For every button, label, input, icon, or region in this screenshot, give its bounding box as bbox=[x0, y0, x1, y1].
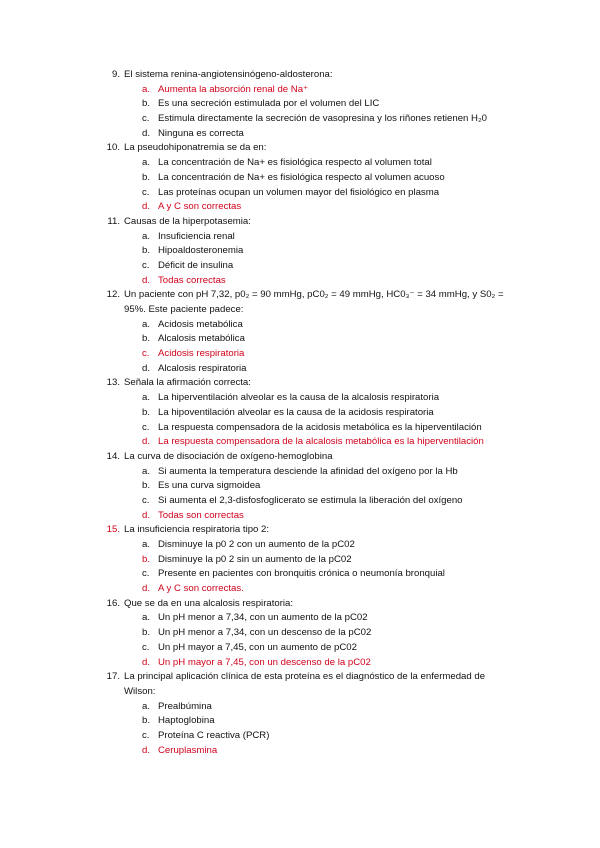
answer-option bbox=[0, 538, 600, 553]
option-text: Ceruplasmina bbox=[158, 744, 218, 756]
question-stem bbox=[0, 68, 600, 83]
answer-option bbox=[0, 391, 600, 406]
question-text: La principal aplicación clínica de esta proteína es el diagnóstico de la enfermedad de Wilson: bbox=[124, 671, 486, 697]
question-16 bbox=[0, 597, 600, 670]
option-letter: c. bbox=[142, 259, 150, 271]
option-text: Hipoaldosteronemia bbox=[158, 245, 244, 257]
option-text: Si aumenta la temperatura desciende la afinidad del oxígeno por la Hb bbox=[158, 465, 458, 477]
option-text: Presente en pacientes con bronquitis crónica o neumonía bronquial bbox=[158, 568, 445, 580]
option-letter: d. bbox=[142, 201, 151, 213]
answer-option bbox=[0, 700, 600, 715]
option-letter: d. bbox=[142, 509, 151, 521]
answer-option bbox=[0, 611, 600, 626]
option-letter: b. bbox=[142, 333, 151, 345]
option-text: Disminuye la p0 2 sin un aumento de la pC02 bbox=[158, 553, 352, 565]
option-letter: c. bbox=[142, 421, 150, 433]
option-letter: b. bbox=[142, 245, 151, 257]
option-letter: a. bbox=[142, 465, 151, 477]
answer-option bbox=[0, 641, 600, 656]
option-letter: d. bbox=[142, 127, 151, 139]
option-text: Un pH mayor a 7,45, con un aumento de pC02 bbox=[158, 641, 357, 653]
option-letter: b. bbox=[142, 406, 151, 418]
question-stem bbox=[0, 450, 600, 465]
option-text: Acidosis respiratoria bbox=[158, 348, 245, 360]
document-page bbox=[0, 68, 600, 758]
option-letter: a. bbox=[142, 318, 151, 330]
question-text: Causas de la hiperpotasemia: bbox=[124, 215, 251, 227]
option-letter: c. bbox=[142, 730, 150, 741]
question-number: 12. bbox=[106, 289, 120, 301]
answer-option bbox=[0, 626, 600, 641]
question-11 bbox=[0, 215, 600, 288]
option-text: Acidosis metabólica bbox=[158, 318, 243, 330]
question-14 bbox=[0, 450, 600, 523]
option-text: La hiperventilación alveolar es la causa de la alcalosis respiratoria bbox=[158, 392, 440, 404]
answer-option bbox=[0, 362, 600, 377]
option-text: Un pH menor a 7,34, con un aumento de la pC02 bbox=[158, 612, 368, 624]
option-text: Es una curva sigmoidea bbox=[158, 480, 261, 492]
option-text: A y C son correctas bbox=[158, 201, 242, 213]
question-text: Que se da en una alcalosis respiratoria: bbox=[124, 597, 294, 609]
answer-option bbox=[0, 421, 600, 436]
question-number: 15. bbox=[106, 524, 120, 536]
question-number: 14. bbox=[106, 450, 120, 462]
option-text: Prealbúmina bbox=[158, 700, 212, 712]
question-stem bbox=[0, 141, 600, 156]
option-text: Insuficiencia renal bbox=[158, 230, 235, 242]
question-9 bbox=[0, 68, 600, 141]
answer-option bbox=[0, 479, 600, 494]
question-17 bbox=[0, 670, 600, 758]
option-letter: d. bbox=[142, 583, 151, 595]
answer-option bbox=[0, 567, 600, 582]
option-text: Haptoglobina bbox=[158, 715, 215, 727]
question-text: Un paciente con pH 7,32, p0₂ = 90 mmHg, pC0₂ = 49 mmHg, HC0₃⁻ = 34 mmHg, y S0₂ = 95%. Este paciente padece: bbox=[124, 289, 504, 316]
option-text: Todas son correctas bbox=[158, 509, 244, 521]
option-text: Un pH mayor a 7,45, con un descenso de la pC02 bbox=[158, 656, 371, 668]
option-text: Proteína C reactiva (PCR) bbox=[158, 730, 270, 741]
answer-option bbox=[0, 406, 600, 421]
option-letter: d. bbox=[142, 274, 151, 286]
answer-option bbox=[0, 714, 600, 729]
option-letter: d. bbox=[142, 656, 151, 668]
answer-option bbox=[0, 347, 600, 362]
answer-option bbox=[0, 582, 600, 597]
question-15 bbox=[0, 523, 600, 596]
option-text: La respuesta compensadora de la alcalosis metabólica es la hiperventilación bbox=[158, 436, 484, 448]
answer-option bbox=[0, 465, 600, 480]
option-letter: d. bbox=[142, 744, 151, 756]
question-text: El sistema renina-angiotensinógeno-aldosterona: bbox=[124, 69, 333, 80]
option-text: Alcalosis metabólica bbox=[158, 333, 245, 345]
option-letter: c. bbox=[142, 568, 150, 580]
option-letter: b. bbox=[142, 715, 151, 727]
answer-option bbox=[0, 259, 600, 274]
option-text: La concentración de Na+ es fisiológica respecto al volumen total bbox=[158, 157, 432, 169]
question-text: La insuficiencia respiratoria tipo 2: bbox=[124, 524, 270, 536]
question-text: Señala la afirmación correcta: bbox=[124, 377, 251, 389]
answer-option bbox=[0, 332, 600, 347]
option-letter: c. bbox=[142, 186, 150, 198]
option-text: Un pH menor a 7,34, con un descenso de la pC02 bbox=[158, 627, 372, 639]
answer-option bbox=[0, 244, 600, 259]
option-letter: b. bbox=[142, 627, 151, 639]
option-letter: b. bbox=[142, 553, 151, 565]
option-text: Déficit de insulina bbox=[158, 259, 234, 271]
answer-option bbox=[0, 112, 600, 127]
question-stem bbox=[0, 523, 600, 538]
question-number: 17. bbox=[106, 671, 120, 683]
option-letter: b. bbox=[142, 171, 151, 183]
option-letter: b. bbox=[142, 480, 151, 492]
question-12 bbox=[0, 288, 600, 376]
answer-option bbox=[0, 200, 600, 215]
answer-option bbox=[0, 127, 600, 142]
question-stem bbox=[0, 215, 600, 230]
option-text: Disminuye la p0 2 con un aumento de la pC02 bbox=[158, 539, 355, 551]
option-text: La respuesta compensadora de la acidosis metabólica es la hiperventilación bbox=[158, 421, 482, 433]
answer-option bbox=[0, 186, 600, 201]
option-text: Alcalosis respiratoria bbox=[158, 362, 247, 374]
question-stem bbox=[0, 376, 600, 391]
answer-option bbox=[0, 494, 600, 509]
option-letter: d. bbox=[142, 436, 151, 448]
answer-option bbox=[0, 97, 600, 112]
option-text: Ninguna es correcta bbox=[158, 127, 244, 139]
answer-option bbox=[0, 274, 600, 289]
option-text: Aumenta la absorción renal de Na⁺ bbox=[158, 83, 309, 95]
option-letter: a. bbox=[142, 392, 151, 404]
option-text: Estimula directamente la secreción de vasopresina y los riñones retienen H₂0 bbox=[158, 113, 488, 125]
option-text: Las proteínas ocupan un volumen mayor del fisiológico en plasma bbox=[158, 186, 440, 198]
question-stem bbox=[0, 288, 600, 317]
question-text: La pseudohiponatremia se da en: bbox=[124, 142, 267, 154]
option-text: A y C son correctas. bbox=[158, 583, 244, 595]
option-letter: c. bbox=[142, 641, 150, 653]
option-letter: c. bbox=[142, 348, 150, 360]
option-letter: a. bbox=[142, 230, 151, 242]
option-text: La hipoventilación alveolar es la causa de la acidosis respiratoria bbox=[158, 406, 434, 418]
option-letter: a. bbox=[142, 539, 151, 551]
option-text: Todas correctas bbox=[158, 274, 226, 286]
option-letter: a. bbox=[142, 157, 151, 169]
option-text: Es una secreción estimulada por el volumen del LIC bbox=[158, 98, 380, 110]
answer-option bbox=[0, 744, 600, 759]
question-stem bbox=[0, 670, 600, 699]
question-number: 16. bbox=[106, 597, 120, 609]
answer-option bbox=[0, 156, 600, 171]
question-10 bbox=[0, 141, 600, 214]
option-text: Si aumenta el 2,3-disfosfoglicerato se estimula la liberación del oxígeno bbox=[158, 494, 463, 506]
question-number: 9. bbox=[111, 69, 120, 80]
option-letter: d. bbox=[142, 362, 151, 374]
option-letter: b. bbox=[142, 98, 151, 110]
answer-option bbox=[0, 553, 600, 568]
question-number: 10. bbox=[106, 142, 120, 154]
question-number: 11. bbox=[107, 215, 120, 227]
answer-option bbox=[0, 171, 600, 186]
option-letter: a. bbox=[142, 612, 151, 624]
answer-option bbox=[0, 230, 600, 245]
answer-option bbox=[0, 656, 600, 671]
answer-option bbox=[0, 509, 600, 524]
question-number: 13. bbox=[106, 377, 120, 389]
option-text: La concentración de Na+ es fisiológica respecto al volumen acuoso bbox=[158, 171, 445, 183]
question-13 bbox=[0, 376, 600, 449]
answer-option bbox=[0, 729, 600, 744]
question-stem bbox=[0, 597, 600, 612]
option-letter: a. bbox=[142, 700, 151, 712]
option-letter: a. bbox=[142, 83, 151, 95]
answer-option bbox=[0, 83, 600, 98]
option-letter: c. bbox=[142, 494, 150, 506]
answer-option bbox=[0, 435, 600, 450]
answer-option bbox=[0, 318, 600, 333]
option-letter: c. bbox=[142, 113, 150, 125]
question-text: La curva de disociación de oxígeno-hemoglobina bbox=[124, 450, 333, 462]
